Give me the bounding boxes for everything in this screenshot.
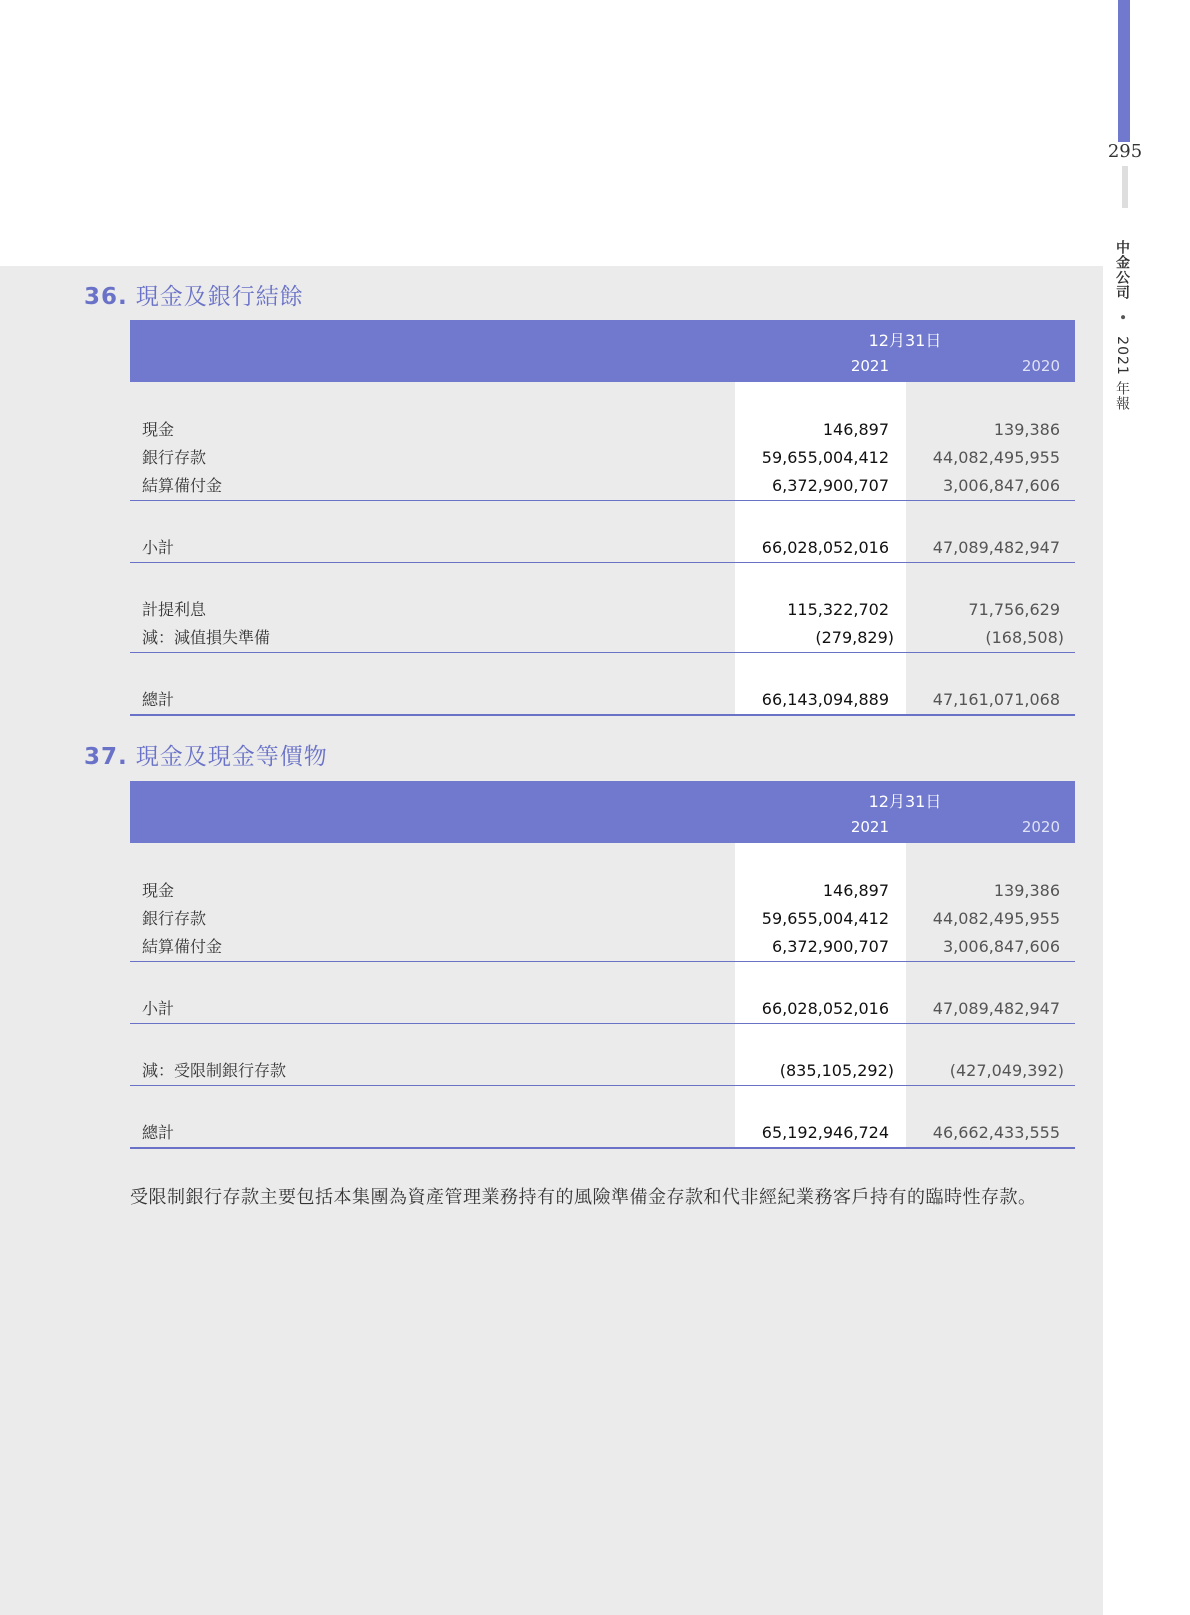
row-label: 總計: [142, 1123, 175, 1142]
note-36-table-header: [130, 320, 1075, 382]
table-row-total: [130, 686, 1075, 714]
page-number: 295: [1107, 141, 1143, 162]
note-36-date-header: 12月31日: [868, 331, 942, 350]
note-37-block-balances: [130, 877, 1075, 961]
note-36-table: [130, 320, 1075, 716]
row-label: 現金: [142, 420, 175, 439]
value-2021: 146,897: [822, 420, 889, 439]
value-2021: 59,655,004,412: [761, 909, 889, 928]
note-37-heading: 現金及現金等價物: [135, 744, 328, 770]
value-2021: 65,192,946,724: [761, 1123, 889, 1142]
value-2020: 3,006,847,606: [942, 937, 1060, 956]
table-row: [130, 472, 1075, 500]
value-2020: (427,049,392): [949, 1061, 1064, 1080]
row-label: 減：減值損失準備: [142, 628, 271, 647]
value-2021: 66,028,052,016: [761, 538, 889, 557]
value-2020: 44,082,495,955: [932, 448, 1060, 467]
value-2020: 3,006,847,606: [942, 476, 1060, 495]
running-head-separator: •: [1114, 313, 1130, 323]
value-2021: 146,897: [822, 881, 889, 900]
row-label: 銀行存款: [142, 448, 207, 467]
row-label: 總計: [142, 690, 175, 709]
note-37-year-prior: 2020: [1021, 818, 1060, 836]
table-bottom-rule: [130, 714, 1075, 716]
value-2021: 6,372,900,707: [771, 937, 889, 956]
row-divider: [130, 1085, 1075, 1086]
row-label: 結算備付金: [142, 937, 223, 956]
content-area: [0, 266, 1103, 1615]
table-row: [130, 1057, 1075, 1085]
value-2021: 6,372,900,707: [771, 476, 889, 495]
margin-accent-bar: [1118, 0, 1130, 142]
value-2020: 47,089,482,947: [932, 999, 1060, 1018]
value-2020: 71,756,629: [968, 600, 1060, 619]
note-36-number: 36.: [84, 284, 128, 310]
value-2021: 115,322,702: [787, 600, 889, 619]
table-bottom-rule: [130, 1147, 1075, 1149]
value-2020: 139,386: [993, 881, 1060, 900]
footnote-text: 受限制銀行存款主要包括本集團為資產管理業務持有的風險準備金存款和代非經紀業務客戶持有的臨時性存款。: [130, 1187, 1037, 1208]
note-37-table-body: [130, 843, 1075, 1149]
value-2020: 44,082,495,955: [932, 909, 1060, 928]
row-divider: [130, 500, 1075, 501]
row-label: 減：受限制銀行存款: [142, 1061, 287, 1080]
table-row-subtotal: [130, 995, 1075, 1023]
running-head: [1112, 240, 1132, 411]
value-2021: (279,829): [815, 628, 894, 647]
row-divider: [130, 562, 1075, 563]
row-label: 小計: [142, 999, 175, 1018]
note-37-number: 37.: [84, 744, 128, 770]
table-row: [130, 624, 1075, 652]
margin-divider: [1122, 166, 1128, 208]
note-37-table: [130, 781, 1075, 1149]
value-2020: 139,386: [993, 420, 1060, 439]
row-label: 計提利息: [142, 600, 207, 619]
table-row: [130, 416, 1075, 444]
value-2020: 46,662,433,555: [932, 1123, 1060, 1142]
row-label: 銀行存款: [142, 909, 207, 928]
value-2020: 47,089,482,947: [932, 538, 1060, 557]
note-36-year-prior: 2020: [1021, 357, 1060, 375]
running-head-report: 2021 年報: [1114, 336, 1130, 412]
row-divider: [130, 1023, 1075, 1024]
table-row-subtotal: [130, 534, 1075, 562]
value-2020: 47,161,071,068: [932, 690, 1060, 709]
note-36-heading: 現金及銀行結餘: [135, 284, 304, 310]
note-37-table-header: [130, 781, 1075, 843]
row-label: 結算備付金: [142, 476, 223, 495]
row-divider: [130, 961, 1075, 962]
row-label: 現金: [142, 881, 175, 900]
value-2021: 66,143,094,889: [761, 690, 889, 709]
table-row-total: [130, 1119, 1075, 1147]
value-2021: (835,105,292): [779, 1061, 894, 1080]
value-2020: (168,508): [985, 628, 1064, 647]
note-37-year-current: 2021: [850, 818, 889, 836]
note-36-block-balances: [130, 416, 1075, 500]
note-36-table-body: [130, 382, 1075, 716]
table-row: [130, 905, 1075, 933]
row-label: 小計: [142, 538, 175, 557]
note-37-date-header: 12月31日: [868, 792, 942, 811]
running-head-company: 中金公司: [1114, 240, 1130, 300]
table-row: [130, 596, 1075, 624]
table-row: [130, 444, 1075, 472]
note-37-title: [84, 738, 328, 771]
table-row: [130, 877, 1075, 905]
value-2021: 59,655,004,412: [761, 448, 889, 467]
note-36-year-current: 2021: [850, 357, 889, 375]
table-row: [130, 933, 1075, 961]
note-36-title: [84, 278, 304, 311]
value-2021: 66,028,052,016: [761, 999, 889, 1018]
row-divider: [130, 652, 1075, 653]
